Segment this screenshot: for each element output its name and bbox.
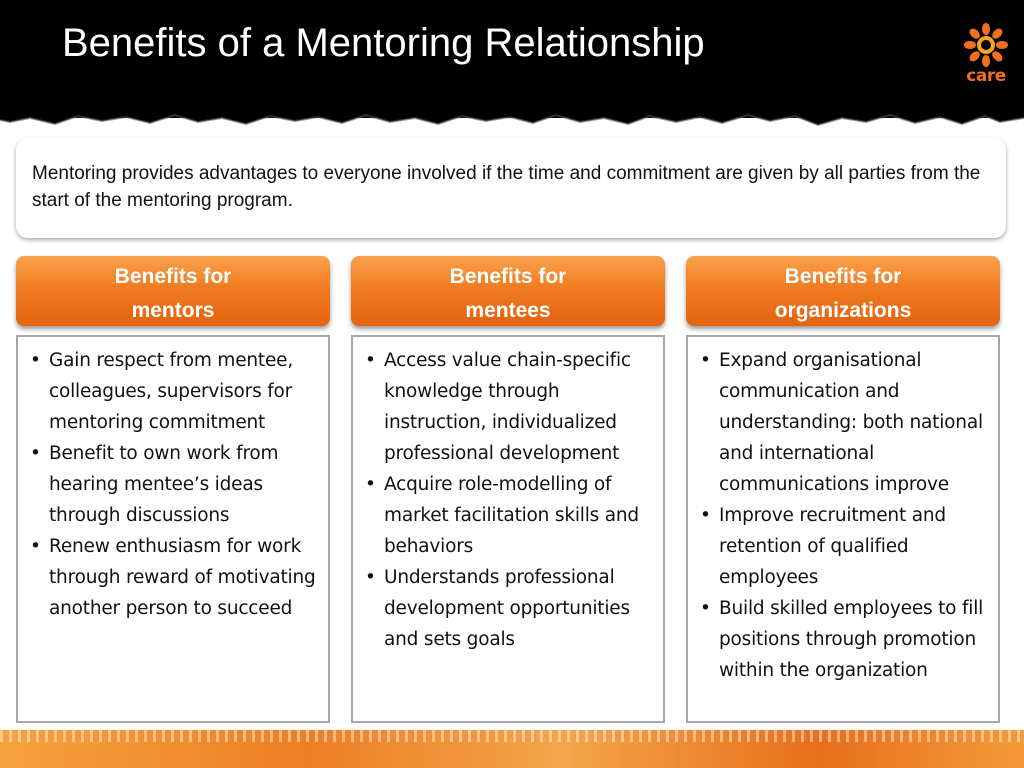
list-item: • Benefit to own work from hearing mentee’s ideas through discussions [28,438,324,531]
page-title: Benefits of a Mentoring Relationship [62,21,705,65]
bullet-list [363,345,659,655]
list-item: • Acquire role-modelling of market facilitation skills and behaviors [363,469,659,562]
bullet-list [698,345,994,686]
logo-text: care [966,66,1006,86]
heading-line1: Benefits for [784,265,902,288]
list-item: • Gain respect from mentee, colleagues, supervisors for mentoring commitment [28,345,324,438]
list-item: • Understands professional development opportunities and sets goals [363,562,659,655]
list-item: • Expand organisational communication and understanding: both national and international communications improve [698,345,994,500]
list-item: • Improve recruitment and retention of qualified employees [698,500,994,593]
column-body-organizations [686,335,1000,723]
heading-line1: Benefits for [449,265,567,288]
column-heading-mentors [16,256,330,326]
column-body-mentees [351,335,665,723]
bullet-list [28,345,324,624]
care-logo [958,22,1014,94]
heading-line2: mentees [465,299,551,322]
intro-box [16,138,1006,238]
heading-line2: mentors [131,299,215,322]
column-body-mentors [16,335,330,723]
footer-band [0,730,1024,768]
column-heading-organizations [686,256,1000,326]
care-logo-icon [958,22,1014,68]
list-item: • Build skilled employees to fill positions through promotion within the organization [698,593,994,686]
column-heading-mentees [351,256,665,326]
list-item: • Renew enthusiasm for work through reward of motivating another person to succeed [28,531,324,624]
heading-line2: organizations [774,299,912,322]
intro-text: Mentoring provides advantages to everyone involved if the time and commitment are given by all parties from the start of the mentoring program. [32,163,981,211]
list-item: • Access value chain-specific knowledge through instruction, individualized professional development [363,345,659,469]
heading-line1: Benefits for [114,265,232,288]
torn-edge [0,96,1024,136]
